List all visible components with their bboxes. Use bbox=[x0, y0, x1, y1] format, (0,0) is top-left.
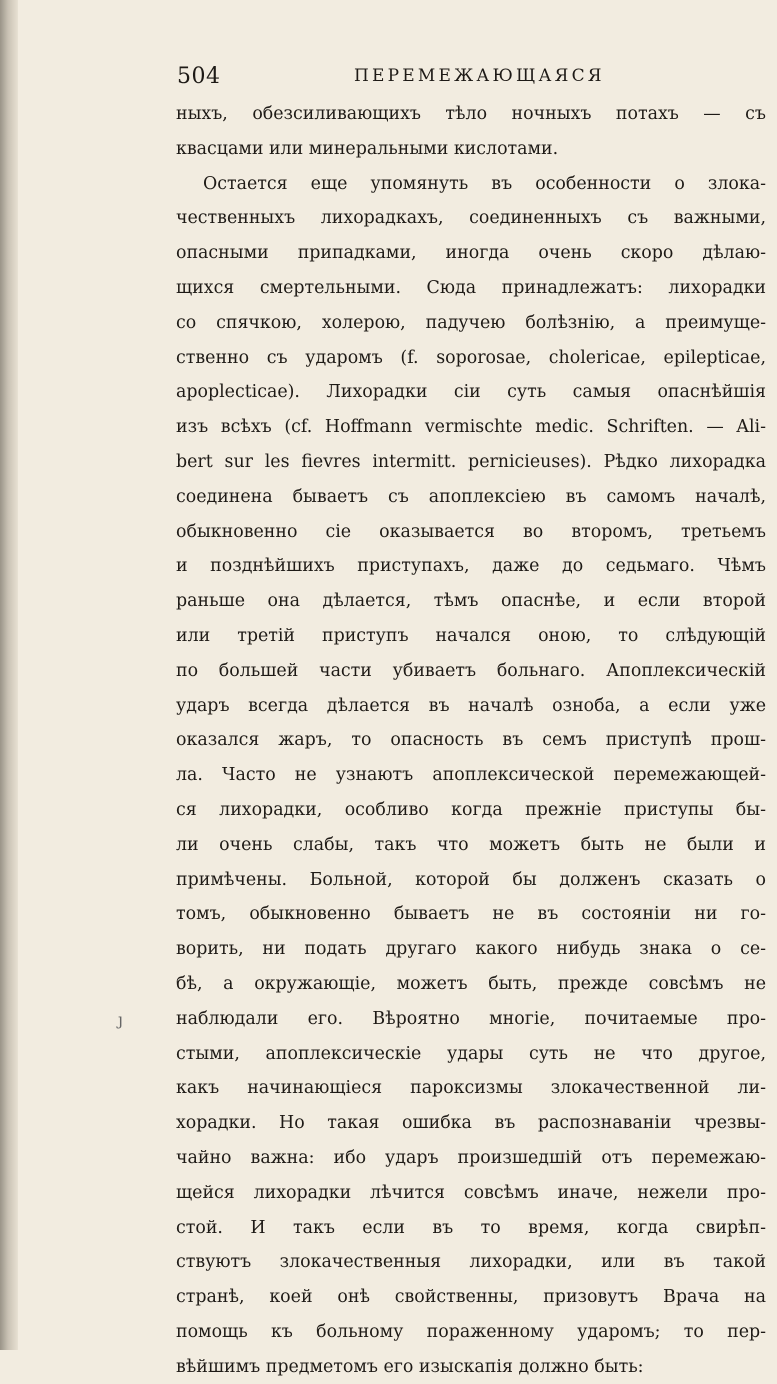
text-line: вѣйшимъ предметомъ его изыскапія должно быть: bbox=[176, 1356, 644, 1377]
text-line: bert sur les fievres intermitt. pernicieuses). Рѣдко лихорадка bbox=[176, 451, 766, 472]
text-line: apoplecticae). Лихорадки сіи суть самыя опаснѣйшія bbox=[176, 382, 766, 403]
text-line: ли очень слабы, такъ что можетъ быть не были и bbox=[176, 834, 766, 855]
text-line: ствуютъ злокачественныя лихорадки, или въ такой bbox=[176, 1252, 766, 1273]
text-line: томъ, обыкновенно бываетъ не въ состояніи ни го- bbox=[176, 904, 766, 925]
text-line: и позднѣйшихъ приступахъ, даже до седьмаго. Чѣмъ bbox=[176, 556, 766, 577]
text-line: со спячкою, холерою, падучею болѣзнію, а преимуще- bbox=[176, 312, 766, 333]
text-line: оказался жаръ, то опасность въ семъ приступѣ прош- bbox=[176, 730, 766, 751]
text-line: ственно съ ударомъ (f. soporosae, cholericae, epilepticae, bbox=[176, 347, 766, 368]
text-line: ударъ всегда дѣлается въ началѣ озноба, а если уже bbox=[176, 695, 766, 716]
text-line: квасцами или минеральными кислотами. bbox=[176, 138, 559, 159]
text-line: щейся лихорадки лѣчится совсѣмъ иначе, нежели про- bbox=[176, 1182, 766, 1203]
text-line: ся лихорадки, особливо когда прежніе приступы бы- bbox=[176, 799, 766, 820]
margin-mark-left: ȷ bbox=[118, 1010, 123, 1029]
text-line: бѣ, а окружающіе, можетъ быть, прежде совсѣмъ не bbox=[176, 973, 766, 994]
body-text bbox=[176, 97, 766, 1384]
text-line: или третій приступъ начался оною, то слѣдующій bbox=[176, 625, 766, 646]
page-number: 504 bbox=[177, 64, 221, 89]
text-line: хорадки. Но такая ошибка въ распознаваніи чрезвы- bbox=[176, 1113, 766, 1134]
text-line: раньше она дѣлается, тѣмъ опаснѣе, и если второй bbox=[176, 591, 766, 612]
text-line: Остается еще упомянуть въ особенности о злока- bbox=[203, 173, 766, 194]
text-line: по большей части убиваетъ больнаго. Апоплексическій bbox=[176, 660, 766, 681]
text-line: помощь къ больному пораженному ударомъ; то пер- bbox=[176, 1321, 766, 1342]
text-line: чественныхъ лихорадкахъ, соединенныхъ съ важными, bbox=[176, 208, 766, 229]
text-line: ныхъ, обезсиливающихъ тѣло ночныхъ потахъ — съ bbox=[176, 104, 766, 124]
text-line: чайно важна: ибо ударъ произшедшій отъ перемежаю- bbox=[176, 1147, 766, 1168]
text-line: наблюдали его. Вѣроятно многіе, почитаемые про- bbox=[176, 1008, 766, 1029]
text-line: ла. Часто не узнаютъ апоплексической перемежающей- bbox=[176, 765, 766, 786]
text-line: обыкновенно сіе оказывается во второмъ, третьемъ bbox=[176, 521, 766, 542]
text-line: ворить, ни подать другаго какого нибудь знака о се- bbox=[176, 939, 766, 960]
text-line: странѣ, коей онѣ свойственны, призовутъ Врача на bbox=[176, 1287, 766, 1308]
text-line: какъ начинающіеся пароксизмы злокачественной ли- bbox=[176, 1078, 766, 1099]
text-line: стой. И такъ если въ то время, когда свирѣп- bbox=[176, 1217, 766, 1238]
text-line: опасными припадками, иногда очень скоро дѣлаю- bbox=[176, 243, 766, 264]
text-line: примѣчены. Больной, которой бы долженъ сказать о bbox=[176, 869, 766, 890]
text-line: стыми, апоплексическіе удары суть не что другое, bbox=[176, 1043, 766, 1064]
text-line: изъ всѣхъ (cf. Hoffmann vermischte medic. Schriften. — Ali- bbox=[176, 417, 766, 438]
running-head: ПЕРЕМЕЖАЮЩАЯСЯ bbox=[354, 66, 605, 86]
text-line: щихся смертельными. Сюда принадлежатъ: лихорадки bbox=[176, 277, 766, 298]
text-line: соединена бываетъ съ апоплексіею въ самомъ началѣ, bbox=[176, 486, 766, 507]
